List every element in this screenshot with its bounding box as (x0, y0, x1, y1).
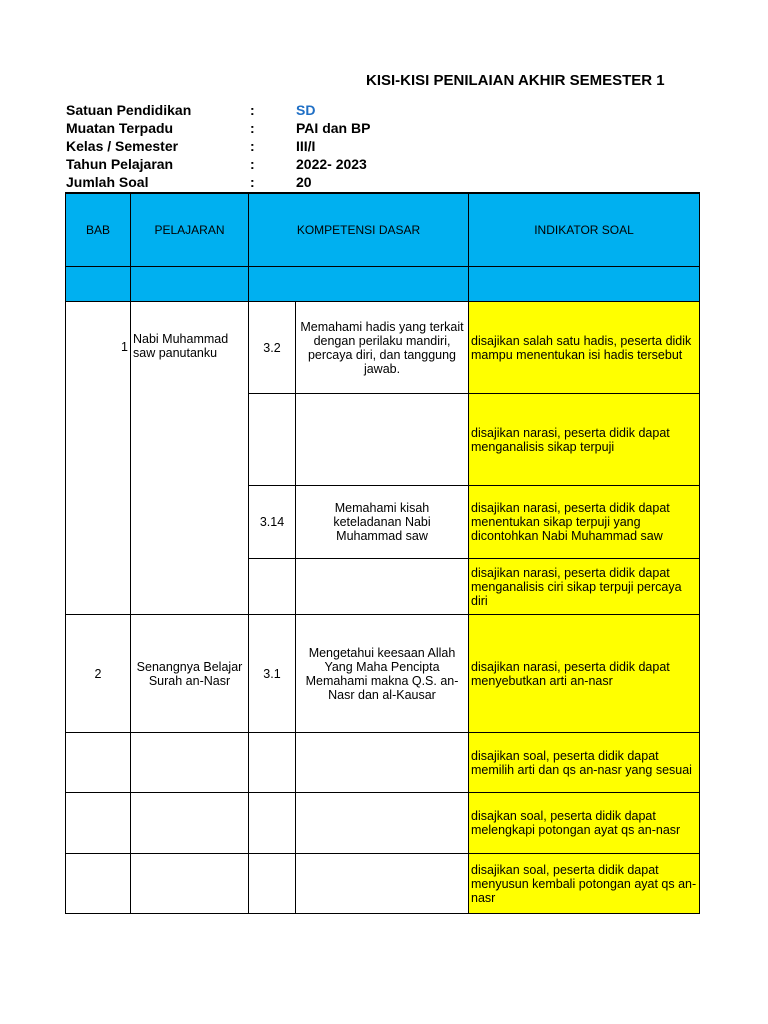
header-kompetensi-dasar: KOMPETENSI DASAR (249, 193, 469, 267)
kd-text-cell (296, 559, 469, 615)
meta-row-satuan (66, 101, 566, 119)
kd-text-cell (296, 793, 469, 854)
bab-cell (66, 733, 131, 793)
kd-number-cell: 3.2 (249, 302, 296, 394)
meta-colon: : (250, 156, 255, 172)
document-title: KISI-KISI PENILAIAN AKHIR SEMESTER 1 (366, 72, 665, 89)
table-row (66, 615, 700, 733)
kd-number-cell (249, 733, 296, 793)
indikator-cell: disajikan narasi, peserta didik dapat menganalisis sikap terpuji (469, 394, 700, 486)
meta-value: III/I (296, 138, 316, 154)
meta-label: Tahun Pelajaran (66, 156, 174, 172)
meta-row-jumlah (66, 173, 566, 191)
header-bab: BAB (66, 193, 131, 267)
kd-text-cell (296, 854, 469, 914)
band-cell (249, 267, 469, 302)
indikator-cell: disajikan narasi, peserta didik dapat menentukan sikap terpuji yang dicontohkan Nabi Muhammad saw (469, 486, 700, 559)
header-band-row (66, 267, 700, 302)
indikator-cell: disajikan salah satu hadis, peserta didik mampu menentukan isi hadis tersebut (469, 302, 700, 394)
indikator-cell: disajikan soal, peserta didik dapat memilih arti dan qs an-nasr yang sesuai (469, 733, 700, 793)
pelajaran-cell: Nabi Muhammad saw panutanku (131, 302, 249, 615)
kd-number-cell (249, 793, 296, 854)
meta-row-muatan (66, 119, 566, 137)
indikator-cell: disajkan soal, peserta didik dapat melengkapi potongan ayat qs an-nasr (469, 793, 700, 854)
kd-number-cell (249, 559, 296, 615)
meta-label: Kelas / Semester (66, 138, 179, 154)
bab-cell (66, 854, 131, 914)
kisi-kisi-table (65, 192, 700, 914)
meta-value: 2022- 2023 (296, 156, 367, 172)
kd-number-cell (249, 854, 296, 914)
bab-cell (66, 793, 131, 854)
pelajaran-cell (131, 854, 249, 914)
kd-text-cell (296, 394, 469, 486)
kd-number-cell: 3.14 (249, 486, 296, 559)
table-row (66, 793, 700, 854)
header-pelajaran: PELAJARAN (131, 193, 249, 267)
band-cell (66, 267, 131, 302)
pelajaran-cell (131, 733, 249, 793)
kd-number-cell (249, 394, 296, 486)
meta-value: SD (296, 102, 316, 118)
meta-colon: : (250, 138, 255, 154)
meta-value: 20 (296, 174, 312, 190)
indikator-cell: disajikan narasi, peserta didik dapat menganalisis ciri sikap terpuji percaya diri (469, 559, 700, 615)
kd-text-cell: Memahami hadis yang terkait dengan perilaku mandiri, percaya diri, dan tanggung jawab. (296, 302, 469, 394)
meta-value: PAI dan BP (296, 120, 371, 136)
meta-row-kelas (66, 137, 566, 155)
meta-row-tahun (66, 155, 566, 173)
table-row (66, 733, 700, 793)
meta-colon: : (250, 102, 255, 118)
table-header-row (66, 193, 700, 267)
bab-cell: 2 (66, 615, 131, 733)
pelajaran-cell: Senangnya Belajar Surah an-Nasr (131, 615, 249, 733)
meta-colon: : (250, 120, 255, 136)
table-row (66, 854, 700, 914)
kd-text-cell: Memahami kisah keteladanan Nabi Muhammad saw (296, 486, 469, 559)
meta-label: Jumlah Soal (66, 174, 149, 190)
meta-label: Satuan Pendidikan (66, 102, 192, 118)
meta-label: Muatan Terpadu (66, 120, 174, 136)
table-row (66, 302, 700, 394)
header-indikator-soal: INDIKATOR SOAL (469, 193, 700, 267)
band-cell (131, 267, 249, 302)
kd-text-cell: Mengetahui keesaan Allah Yang Maha Pencipta Memahami makna Q.S. an-Nasr dan al-Kausar (296, 615, 469, 733)
document-meta (66, 101, 566, 191)
bab-cell: 1 (66, 302, 131, 615)
meta-colon: : (250, 174, 255, 190)
pelajaran-cell (131, 793, 249, 854)
kd-text-cell (296, 733, 469, 793)
band-cell (469, 267, 700, 302)
indikator-cell: disajikan soal, peserta didik dapat menyusun kembali potongan ayat qs an-nasr (469, 854, 700, 914)
kd-number-cell: 3.1 (249, 615, 296, 733)
indikator-cell: disajikan narasi, peserta didik dapat menyebutkan arti an-nasr (469, 615, 700, 733)
